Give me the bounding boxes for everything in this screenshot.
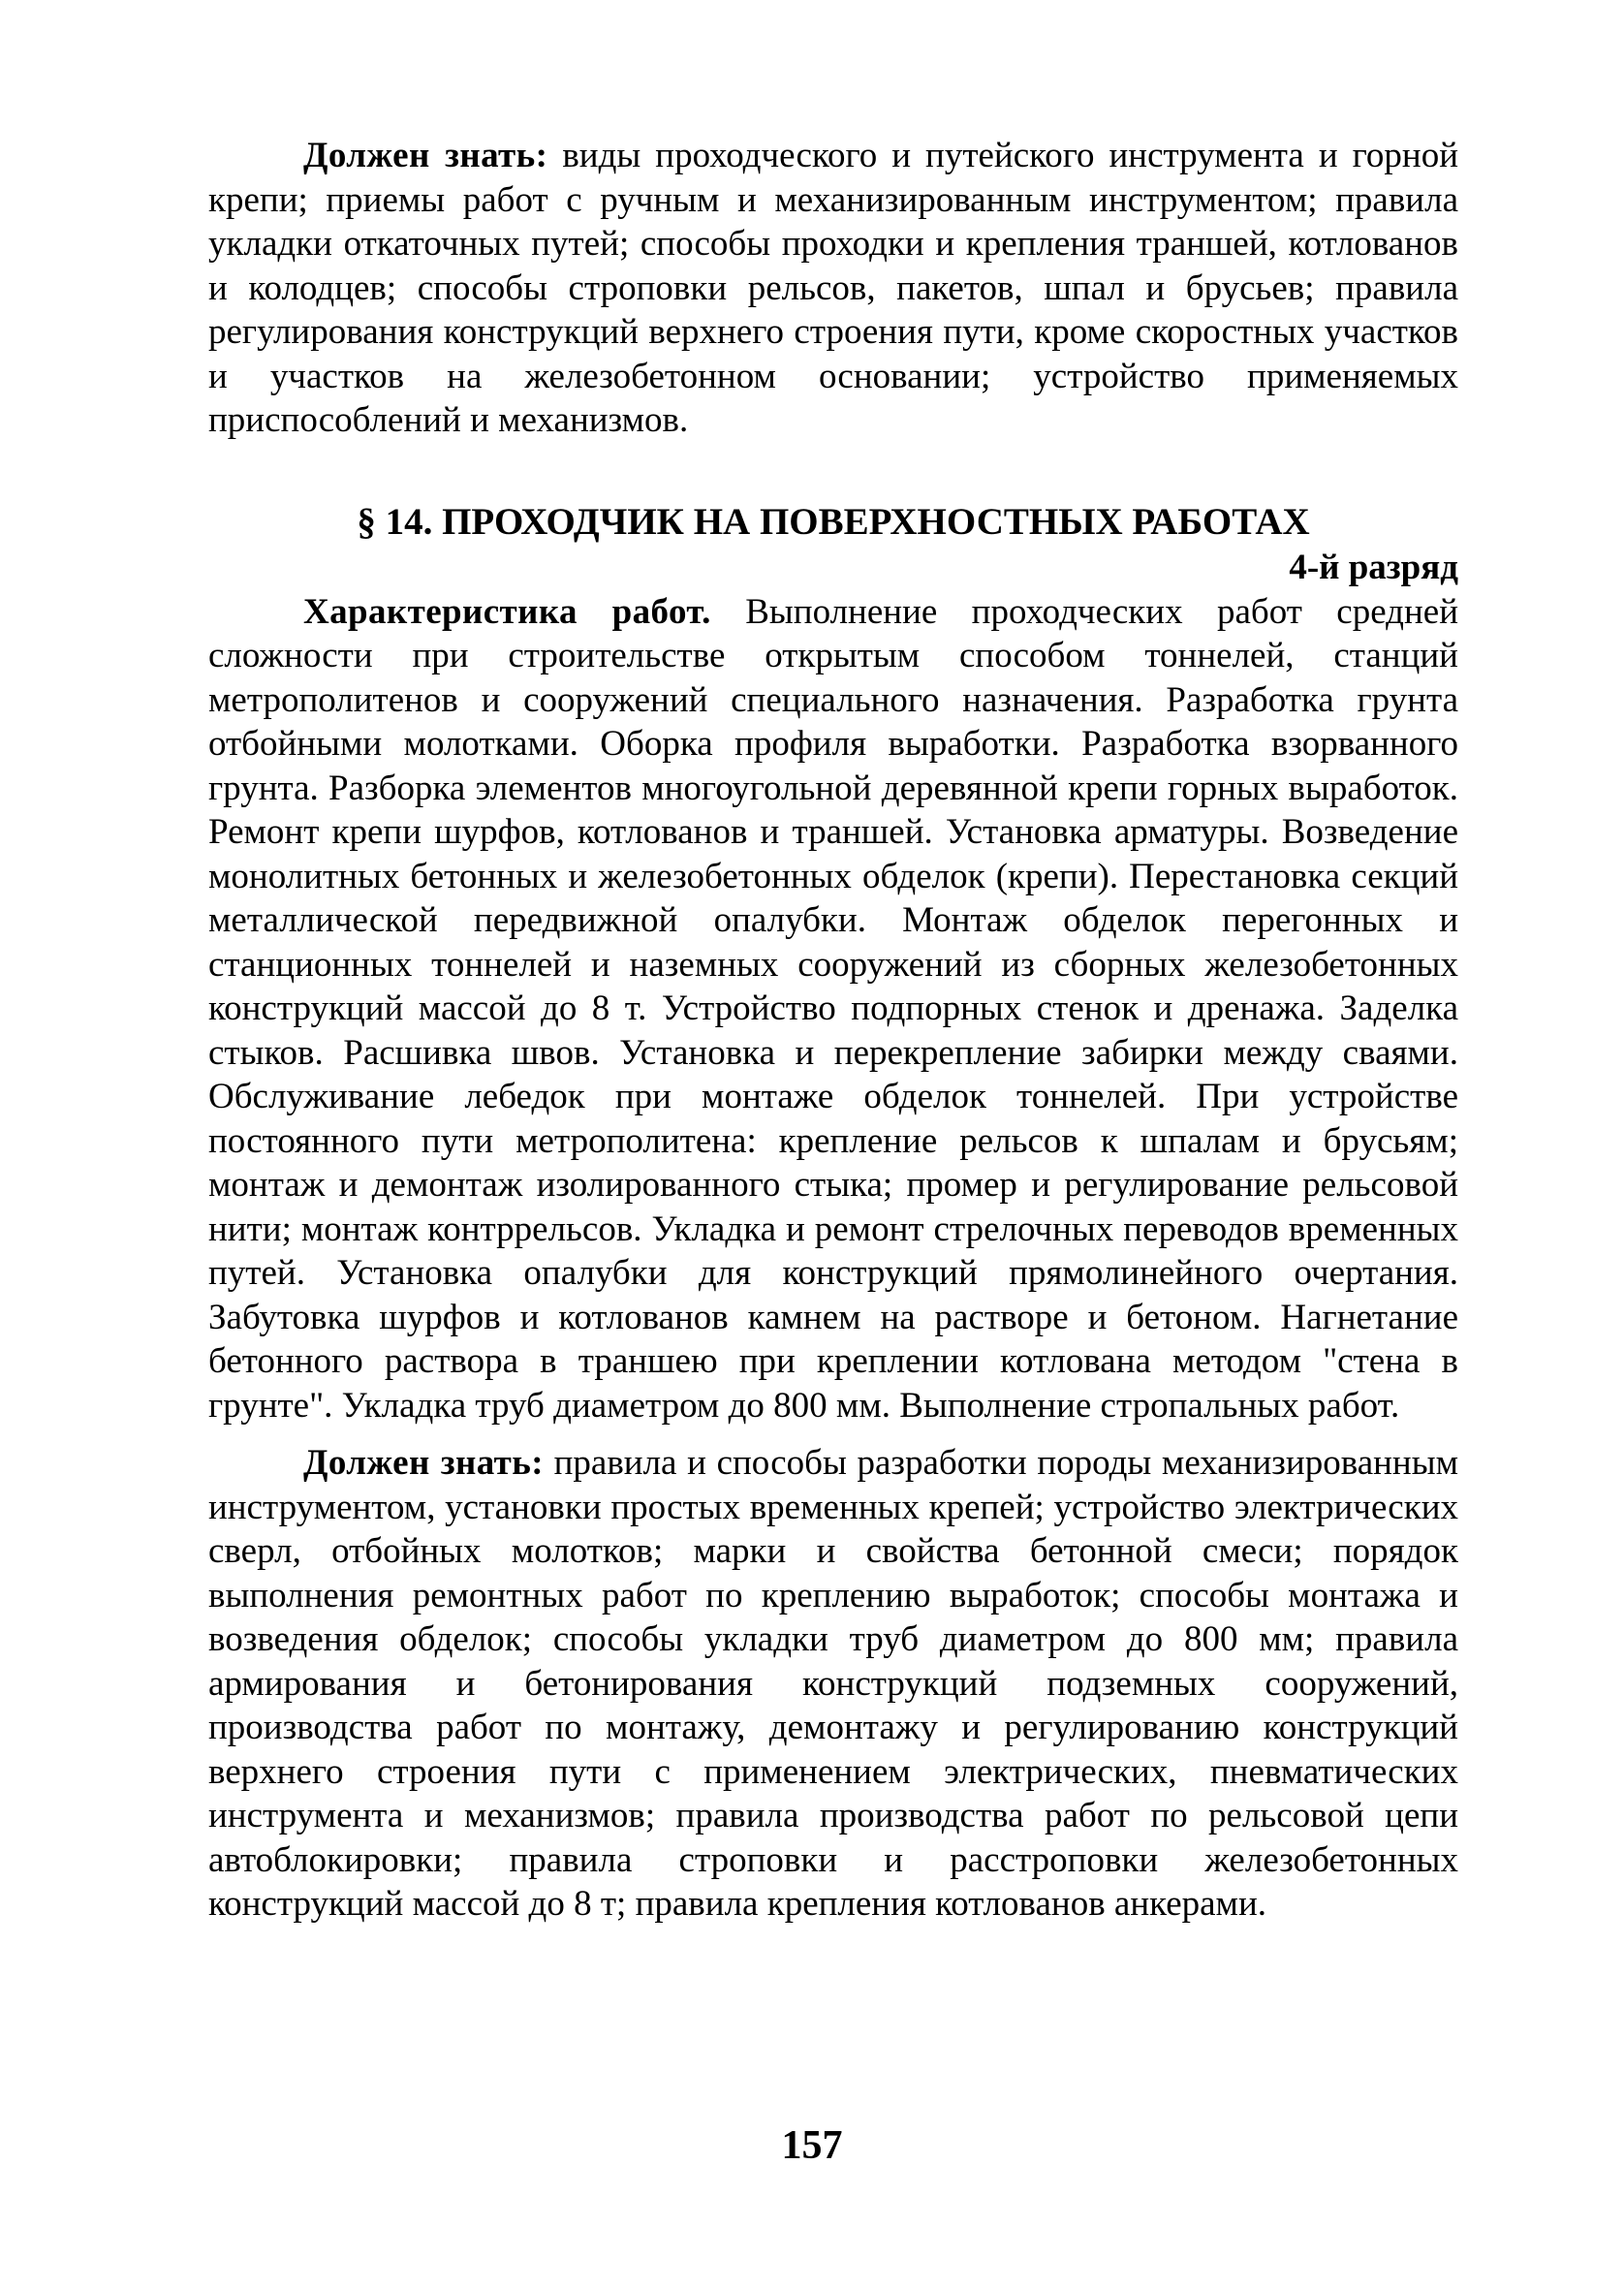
knowledge-label: Должен знать: — [303, 1443, 544, 1483]
intro-paragraph — [208, 134, 1458, 443]
characteristics-text: Выполнение проходческих работ средней сложности при строительстве открытым способом тоннелей, станций метрополитенов и сооружений специального назначения. Разработка грунта отбойными молотками. Оборка профиля выработки. Разработка взорванного грунта. Разборка элементов многоугольной деревянной крепи горных выработок. Ремонт крепи шурфов, котлованов и траншей. Установка арматуры. Возведение монолитных бетонных и железобетонных обделок (крепи). Перестановка секций металлической передвижной опалубки. Монтаж обделок перегонных и станционных тоннелей и наземных сооружений из сборных железобетонных конструкций массой до 8 т. Устройство подпорных стенок и дренажа. Заделка стыков. Расшивка швов. Установка и перекрепление забирки между сваями. Обслуживание лебедок при монтаже обделок тоннелей. При устройстве постоянного пути метрополитена: крепление рельсов к шпалам и брусьям; монтаж и демонтаж изолированного стыка; промер и регулирование рельсовой нити; монтаж контррельсов. Укладка и ремонт стрелочных переводов временных путей. Установка опалубки для конструкций прямолинейного очертания. Забутовка шурфов и котлованов камнем на растворе и бетоном. Нагнетание бетонного раствора в траншею при креплении котлована методом "стена в грунте". Укладка труб диаметром до 800 мм. Выполнение стропальных работ. — [208, 591, 1458, 1426]
intro-label: Должен знать: — [303, 136, 548, 175]
knowledge-text: правила и способы разработки породы механизированным инструментом, установки простых временных крепей; устройство электрических сверл, отбойных молотков; марки и свойства бетонной смеси; порядок выполнения ремонтных работ по креплению выработок; способы монтажа и возведения обделок; способы укладки труб диаметром до 800 мм; правила армирования и бетонирования конструкций подземных сооружений, производства работ по монтажу, демонтажу и регулированию конструкций верхнего строения пути с применением электрических, пневматических инструмента и механизмов; правила производства работ по рельсовой цепи автоблокировки; правила строповки и расстроповки железобетонных конструкций массой до 8 т; правила крепления котлованов анкерами. — [208, 1443, 1458, 1924]
knowledge-paragraph — [208, 1441, 1458, 1927]
characteristics-label: Характеристика работ. — [303, 591, 711, 632]
page-content — [208, 134, 1458, 1927]
characteristics-paragraph — [208, 590, 1458, 1428]
intro-text: виды проходческого и путейского инструмента и горной крепи; приемы работ с ручным и механизированным инструментом; правила укладки откаточных путей; способы проходки и крепления траншей, котлованов и колодцев; способы строповки рельсов, пакетов, шпал и брусьев; правила регулирования конструкций верхнего строения пути, кроме скоростных участков и участков на железобетонном основании; устройство применяемых приспособлений и механизмов. — [208, 136, 1458, 440]
page-number: 157 — [781, 2123, 843, 2168]
grade-label: 4-й разряд — [1289, 547, 1458, 587]
section-title: § 14. ПРОХОДЧИК НА ПОВЕРХНОСТНЫХ РАБОТАХ — [357, 500, 1310, 543]
